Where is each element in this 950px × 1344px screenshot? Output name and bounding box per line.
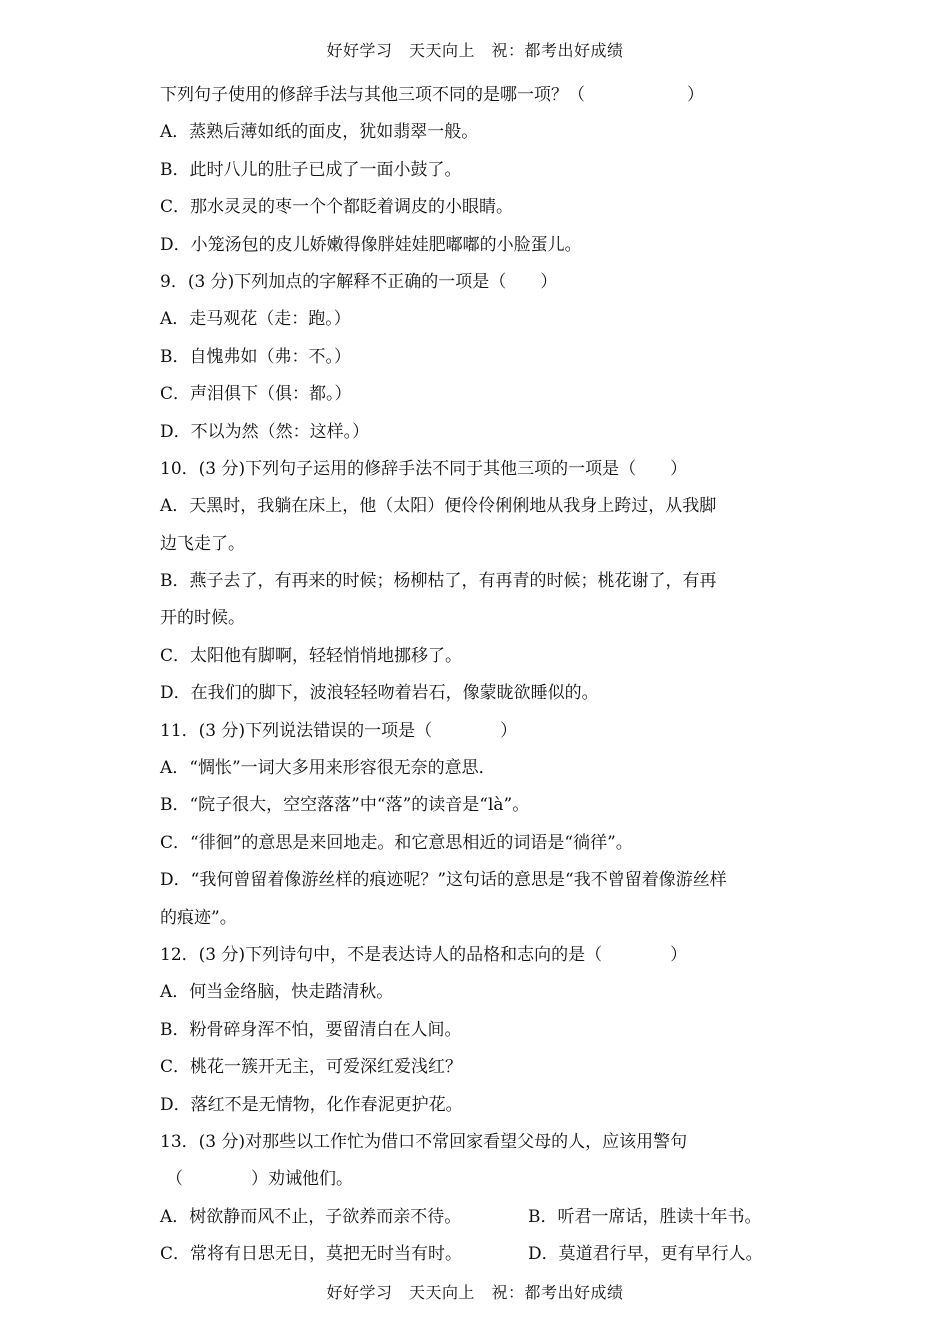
question-9-option-d: D．不以为然（然：这样。） bbox=[160, 421, 370, 442]
question-10-option-a: A．天黑时，我躺在床上，他（太阳）便伶伶俐俐地从我身上跨过，从我脚 bbox=[160, 496, 717, 517]
question-13-stem: 13．(3 分)对那些以工作忙为借口不常回家看望父母的人，应该用警句 bbox=[160, 1131, 688, 1152]
question-11-stem: 11．(3 分)下列说法错误的一项是（ ） bbox=[160, 720, 518, 741]
question-13-options-row-2 bbox=[160, 1236, 800, 1273]
question-11-option-b: B．“院子很大，空空落落”中“落”的读音是“là”。 bbox=[160, 795, 530, 816]
question-8-stem: 下列句子使用的修辞手法与其他三项不同的是哪一项？（ ） bbox=[160, 85, 704, 105]
question-12-option-a: A．何当金络脑，快走踏清秋。 bbox=[160, 982, 394, 1003]
question-11-option-d-continued: 的痕迹”。 bbox=[160, 907, 237, 928]
question-10-option-d: D．在我们的脚下，波浪轻轻吻着岩石，像蒙眬欲睡似的。 bbox=[160, 683, 599, 704]
question-13-option-c: C．常将有日思无日，莫把无时当有时。 bbox=[160, 1244, 463, 1265]
page-footer: 好好学习 天天向上 祝：都考出好成绩 bbox=[326, 1283, 624, 1302]
question-11-option-c: C．“徘徊”的意思是来回地走。和它意思相近的词语是“徜徉”。 bbox=[160, 832, 633, 853]
question-13-option-d: D．莫道君行早，更有早行人。 bbox=[528, 1244, 763, 1265]
question-10-option-b-continued: 开的时候。 bbox=[160, 608, 245, 629]
question-12-option-b: B．粉骨碎身浑不怕，要留清白在人间。 bbox=[160, 1019, 462, 1040]
question-10-option-c: C．太阳他有脚啊，轻轻悄悄地挪移了。 bbox=[160, 645, 463, 666]
question-8-option-d: D．小笼汤包的皮儿娇嫩得像胖娃娃肥嘟嘟的小脸蛋儿。 bbox=[160, 234, 582, 255]
question-13-stem-continued: （ ）劝诫他们。 bbox=[166, 1169, 353, 1190]
question-11-option-a: A．“惆怅”一词大多用来形容很无奈的意思． bbox=[160, 758, 496, 779]
question-12-stem: 12．(3 分)下列诗句中，不是表达诗人的品格和志向的是（ ） bbox=[160, 944, 688, 965]
question-8-option-c: C．那水灵灵的枣一个个都眨着调皮的小眼睛。 bbox=[160, 197, 514, 218]
question-13-option-a: A．树欲静而风不止，子欲养而亲不待。 bbox=[160, 1206, 462, 1227]
question-10-stem: 10．(3 分)下列句子运用的修辞手法不同于其他三项的一项是（ ） bbox=[160, 458, 688, 479]
question-10-option-a-continued: 边飞走了。 bbox=[160, 533, 245, 554]
question-12-option-d: D．落红不是无情物，化作春泥更护花。 bbox=[160, 1094, 463, 1115]
question-9-option-c: C．声泪俱下（俱：都。） bbox=[160, 384, 352, 405]
question-9-option-a: A．走马观花（走：跑。） bbox=[160, 309, 351, 330]
question-8-option-a: A．蒸熟后薄如纸的面皮，犹如翡翠一般。 bbox=[160, 122, 479, 143]
question-9-stem: 9．(3 分)下列加点的字解释不正确的一项是（ ） bbox=[160, 271, 558, 292]
question-9-option-b: B．自愧弗如（弗：不。） bbox=[160, 346, 351, 367]
page-header: 好好学习 天天向上 祝：都考出好成绩 bbox=[326, 41, 624, 60]
question-13-options-row-1 bbox=[160, 1199, 800, 1236]
question-11-option-d: D．“我何曾留着像游丝样的痕迹呢？”这句话的意思是“我不曾留着像游丝样 bbox=[160, 870, 727, 891]
question-12-option-c: C．桃花一簇开无主，可爱深红爱浅红？ bbox=[160, 1057, 463, 1078]
question-10-option-b: B．燕子去了，有再来的时候；杨柳枯了，有再青的时候；桃花谢了，有再 bbox=[160, 571, 717, 592]
document-body bbox=[160, 77, 800, 1274]
question-13-option-b: B．听君一席话，胜读十年书。 bbox=[528, 1206, 762, 1227]
question-8-option-b: B．此时八儿的肚子已成了一面小鼓了。 bbox=[160, 159, 462, 180]
